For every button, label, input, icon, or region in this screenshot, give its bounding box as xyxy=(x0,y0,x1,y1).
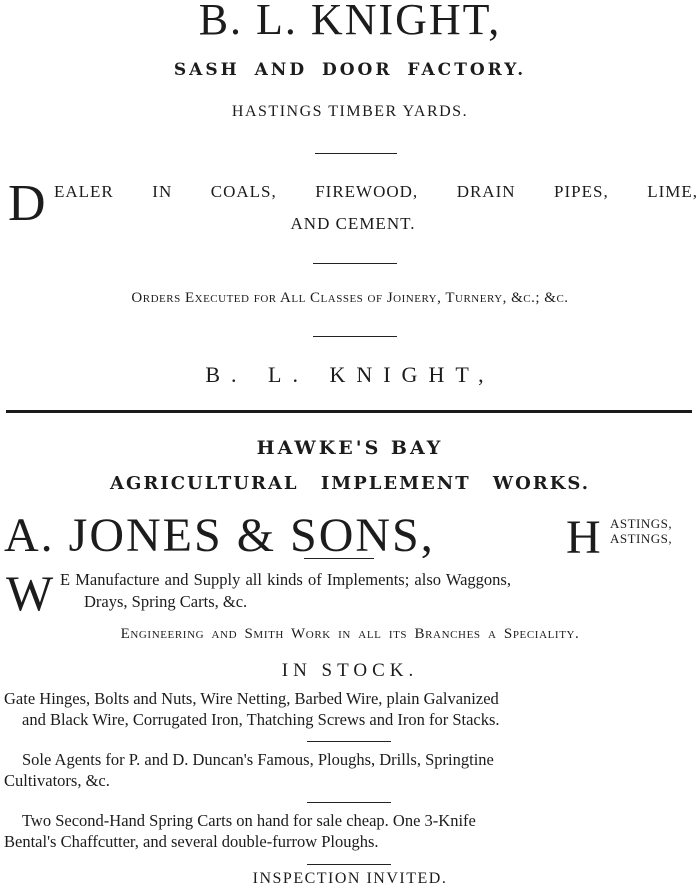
short-rule xyxy=(315,153,397,154)
dealer-word: PIPES, xyxy=(554,182,609,201)
dealer-line-1 xyxy=(54,182,698,202)
ampersand-underline xyxy=(304,558,374,559)
in-stock-heading: IN STOCK. xyxy=(281,660,419,681)
inspection-line: INSPECTION INVITED. xyxy=(252,870,448,887)
town-initial: H xyxy=(566,511,601,564)
carts-line-1: Two Second-Hand Spring Carts on hand for sale cheap. One 3-Knife xyxy=(22,811,476,830)
short-rule xyxy=(307,741,391,742)
dealer-word: COALS, xyxy=(210,182,277,201)
short-rule xyxy=(313,263,397,264)
manufacture-line-2: Drays, Spring Carts, &c. xyxy=(84,592,248,611)
firm-name-row xyxy=(4,508,698,564)
engineering-line: Engineering and Smith Work in all its Branches a Speciality. xyxy=(120,626,580,642)
agents-line-2: Cultivators, &c. xyxy=(4,771,110,790)
orders-line: Orders Executed for All Classes of Joinery, Turnery, &c.; &c. xyxy=(131,290,569,306)
short-rule xyxy=(307,802,391,803)
carts-paragraph xyxy=(4,810,698,852)
manufacture-line-1: E Manufacture and Supply all kinds of Implements; also Waggons, xyxy=(60,570,511,589)
timber-yards-heading: HASTINGS TIMBER YARDS. xyxy=(231,103,469,120)
works-heading-2: AGRICULTURAL IMPLEMENT WORKS. xyxy=(109,473,590,494)
stock-paragraph xyxy=(4,688,698,730)
dealer-line-2: AND CEMENT. xyxy=(290,214,416,233)
agents-line-1: Sole Agents for P. and D. Duncan's Famous, Ploughs, Drills, Springtine xyxy=(22,750,494,769)
carts-line-2: Bental's Chaffcutter, and several double-furrow Ploughs. xyxy=(4,832,379,851)
dealer-word: FIREWOOD, xyxy=(315,182,419,201)
town-name-stack xyxy=(610,516,672,546)
agents-paragraph xyxy=(4,749,698,791)
town-name-line: ASTINGS, xyxy=(610,516,673,531)
dealer-word: IN xyxy=(152,182,173,201)
drop-cap: D xyxy=(8,175,46,232)
drop-cap: W xyxy=(6,565,54,621)
dealer-word: EALER xyxy=(54,182,114,201)
advert-title-knight: B. L. KNIGHT, xyxy=(198,0,502,44)
signature-knight: B. L. KNIGHT, xyxy=(205,362,495,387)
firm-name: A. JONES & SONS, xyxy=(4,509,435,562)
dealer-word: DRAIN xyxy=(456,182,516,201)
short-rule xyxy=(307,864,391,865)
stock-line-2: and Black Wire, Corrugated Iron, Thatching Screws and Iron for Stacks. xyxy=(22,710,500,729)
stock-line-1: Gate Hinges, Bolts and Nuts, Wire Netting, Barbed Wire, plain Galvanized xyxy=(4,689,499,708)
factory-heading: SASH AND DOOR FACTORY. xyxy=(173,60,527,80)
town-name-line: ASTINGS, xyxy=(610,531,673,546)
works-heading-1: HAWKE'S BAY xyxy=(256,437,444,459)
short-rule xyxy=(313,336,397,337)
advert-divider xyxy=(6,410,692,413)
dealer-word: LIME, xyxy=(647,182,698,201)
